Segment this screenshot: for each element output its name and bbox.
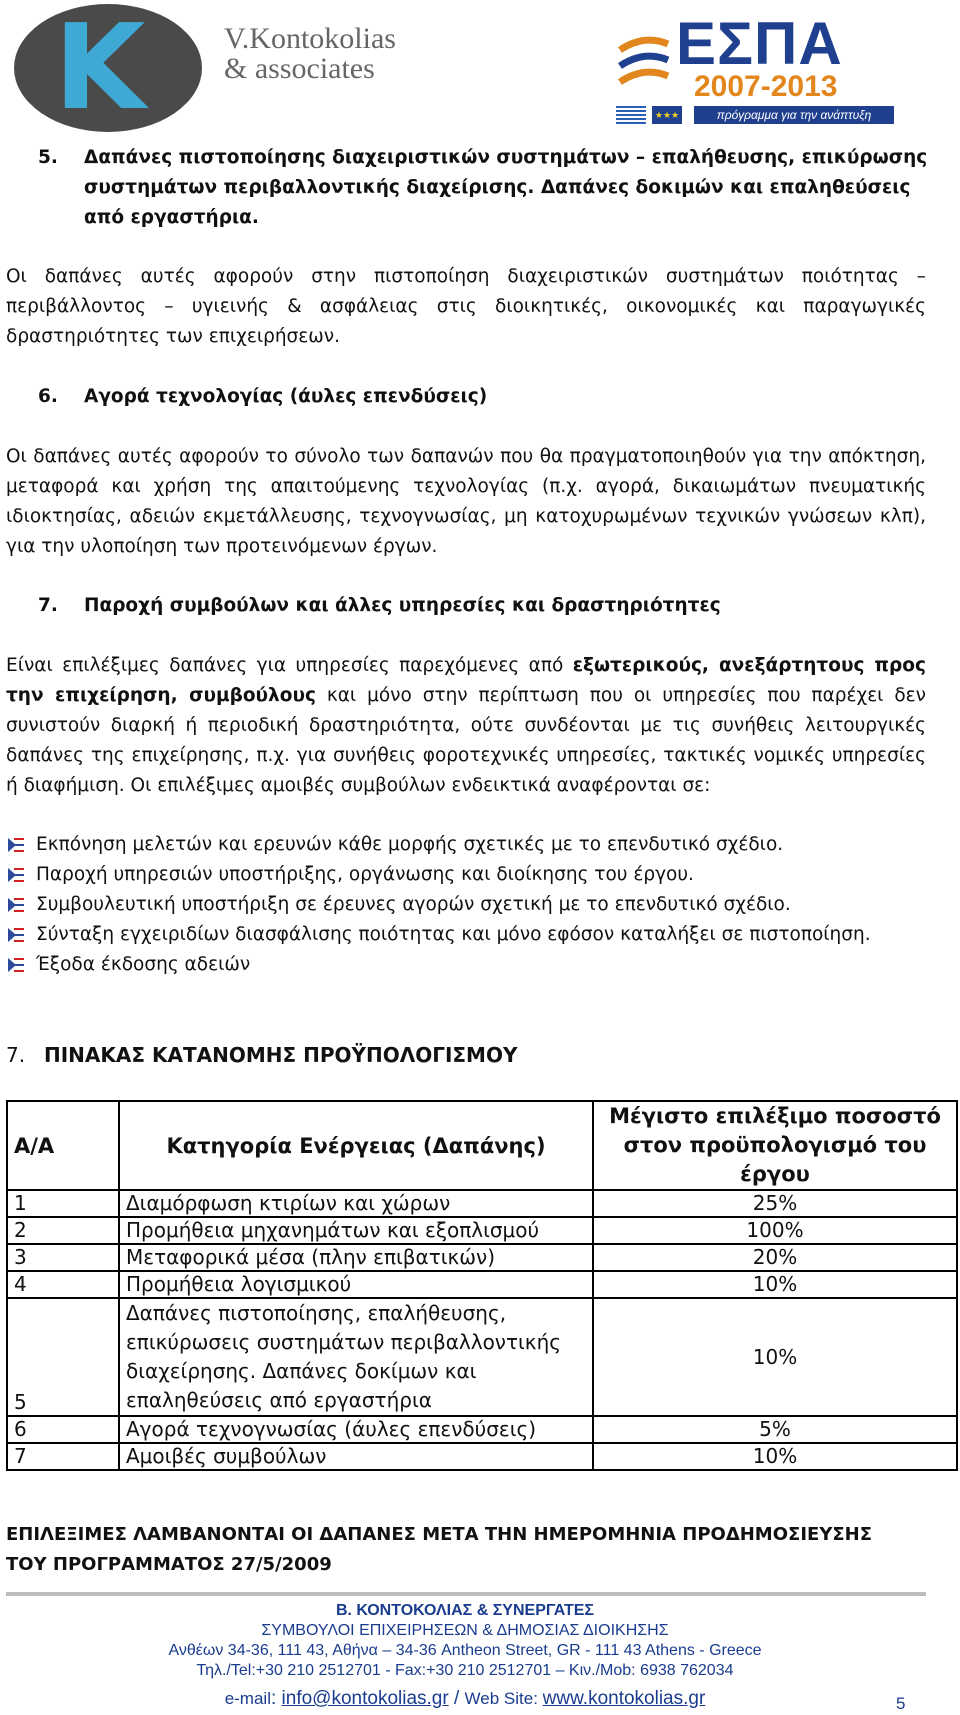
section7a-para-bold: εξωτερικούς, ανεξάρτητους προς την επιχείρηση, συμβούλους: [6, 655, 926, 706]
list-item: [6, 890, 926, 920]
footer: [100, 1601, 830, 1709]
greek-flag-icon: [616, 106, 646, 124]
list-item: [6, 920, 926, 950]
footer-divider: [6, 1592, 926, 1596]
bullet-icon: [6, 866, 26, 884]
section7b-heading: [6, 1040, 906, 1070]
row-aa: 6: [7, 1416, 119, 1443]
row-pct: 25%: [593, 1190, 957, 1217]
logo-company-name: [224, 24, 396, 84]
footer-web-label: Web Site:: [464, 1689, 543, 1708]
bullet-icon: [6, 896, 26, 914]
row-pct: 20%: [593, 1244, 957, 1271]
eligibility-note: [6, 1520, 936, 1580]
espa-slogan: πρόγραμμα για την ανάπτυξη: [694, 106, 894, 124]
row-category: Δαπάνες πιστοποίησης, επαλήθευσης, επικύρωσεις συστημάτων περιβαλλοντικής διαχείρησης. Δαπάνες δοκίμων και επαληθεύσεις από εργαστήρια: [119, 1298, 593, 1416]
page-number: 5: [896, 1694, 906, 1713]
row-aa: 7: [7, 1443, 119, 1470]
row-pct: 5%: [593, 1416, 957, 1443]
footer-company: Β. ΚΟΝΤΟΚΟΛΙΑΣ & ΣΥΝΕΡΓΑΤΕΣ: [335, 1602, 595, 1619]
eu-flag-icon: ★★★: [652, 106, 682, 124]
row-aa: 3: [7, 1244, 119, 1271]
list-item-text: Εκπόνηση μελετών και ερευνών κάθε μορφής σχετικές με το επενδυτικό σχέδιο.: [36, 834, 784, 855]
row-pct: 10%: [593, 1271, 957, 1298]
section6-heading-text: Αγορά τεχνολογίας (άυλες επενδύσεις): [84, 386, 488, 407]
section5-heading: [38, 143, 938, 233]
section7a-num: 7.: [38, 595, 58, 616]
row-category: Διαμόρφωση κτιρίων και χώρων: [119, 1190, 593, 1217]
section5-heading-line1: Δαπάνες πιστοποίησης διαχειριστικών συστημάτων – επαλήθευσης, επικύρωσης: [84, 147, 928, 168]
row-category: Προμήθεια λογισμικού: [119, 1271, 593, 1298]
espa-years: 2007-2013: [694, 70, 838, 103]
list-item: [6, 830, 926, 860]
note-line1: ΕΠΙΛΕΞΙΜΕΣ ΛΑΜΒΑΝΟΝΤΑΙ ΟΙ ΔΑΠΑΝΕΣ ΜΕΤΑ ΤΗΝ ΗΜΕΡΟΜΗΝΙΑ ΠΡΟΔΗΜΟΣΙΕΥΣΗΣ: [6, 1524, 873, 1545]
row-category: Προμήθεια μηχανημάτων και εξοπλισμού: [119, 1217, 593, 1244]
bullet-icon: [6, 926, 26, 944]
espa-title: ΕΣΠΑ: [676, 10, 843, 77]
row-category: Αμοιβές συμβούλων: [119, 1443, 593, 1470]
section6-heading: [38, 382, 918, 412]
list-item-text: Παροχή υπηρεσιών υποστήριξης, οργάνωσης και διοίκησης του έργου.: [36, 864, 694, 885]
bullet-icon: [6, 956, 26, 974]
section7a-para-part1: Είναι επιλέξιμες δαπάνες για υπηρεσίες παρεχόμενες από: [6, 655, 573, 676]
table-row: [7, 1443, 957, 1470]
note-line2: ΤΟΥ ΠΡΟΓΡΑΜΜΑΤΟΣ 27/5/2009: [6, 1554, 332, 1575]
section5-num: 5.: [38, 147, 58, 168]
list-item: [6, 860, 926, 890]
kontokolias-logo: [14, 0, 454, 136]
table-row: [7, 1190, 957, 1217]
footer-address: Ανθέων 34-36, 111 43, Αθήνα – 34-36 Antheon Street, GR - 111 43 Athens - Greece: [168, 1642, 762, 1659]
list-item-text: Σύνταξη εγχειριδίων διασφάλισης ποιότητας και μόνο εφόσον καταλήξει σε πιστοποίηση.: [36, 924, 871, 945]
footer-contact: [100, 1689, 830, 1709]
row-pct: 10%: [593, 1298, 957, 1416]
row-aa: 4: [7, 1271, 119, 1298]
espa-logo: [616, 10, 906, 124]
row-pct: 10%: [593, 1443, 957, 1470]
section5-paragraph: Οι δαπάνες αυτές αφορούν στην πιστοποίηση διαχειριστικών συστημάτων ποιότητας – περιβάλλοντος – υγιεινής & ασφάλειας στις διοικητικές, οικονομικές και παραγωγικές δραστηριότητες των επιχειρήσεων.: [6, 266, 926, 347]
section7b-heading-text: ΠΙΝΑΚΑΣ ΚΑΤΑΝΟΜΗΣ ΠΡΟΫΠΟΛΟΓΙΣΜΟΥ: [44, 1043, 518, 1067]
footer-phones: Τηλ./Tel:+30 210 2512701 - Fax:+30 210 2512701 – Κιν./Mob: 6938 762034: [196, 1662, 734, 1679]
table-row: [7, 1217, 957, 1244]
section6-num: 6.: [38, 386, 58, 407]
table-row: [7, 1271, 957, 1298]
section6-paragraph: Οι δαπάνες αυτές αφορούν το σύνολο των δαπανών που θα πραγματοποιηθούν για την απόκτηση, μεταφορά και χρήση της απαιτούμενης τεχνολογίας (π.χ. αγορά, δικαιωμάτων πνευματικής ιδιοκτησίας, αδειών εκμετάλλευσης, τεχνογνωσίας, μη κατοχυρωμένων τεχνικών γνώσεων κλπ), για την υλοποίηση των προτεινόμενων έργων.: [6, 446, 926, 557]
section5-heading-line3: από εργαστήρια.: [84, 207, 259, 228]
row-aa: 5: [7, 1298, 119, 1416]
section5-heading-line2: συστημάτων περιβαλλοντικής διαχείρισης. Δαπάνες δοκιμών και επαληθεύσεις: [84, 177, 911, 198]
section7a-para-part2: και μόνο στην περίπτωση που οι υπηρεσίες που παρέχει δεν συνιστούν διαρκή ή περιοδική δραστηριότητα, ούτε συνδέονται με τις συνήθεις λειτουργικές δαπάνες της επιχείρησης, π.χ. για συνήθεις φοροτεχνικές υπηρεσίες, τακτικές νομικές υπηρεσίες ή διαφήμιση. Οι επιλέξιμες αμοιβές συμβούλων ενδεικτικά αναφέρονται σε:: [6, 685, 926, 796]
header-category: Κατηγορία Ενέργειας (Δαπάνης): [119, 1101, 593, 1190]
logo-letter: K: [54, 0, 146, 136]
logo-text-line2: & associates: [224, 52, 375, 85]
list-item-text: Συμβουλευτική υποστήριξη σε έρευνες αγορών σχετική με το επενδυτικό σχέδιο.: [36, 894, 791, 915]
list-item-text: Έξοδα έκδοσης αδειών: [36, 954, 251, 975]
row-aa: 1: [7, 1190, 119, 1217]
logo-text-line1: V.Kontokolias: [224, 22, 396, 55]
footer-email-label: e-mail: [224, 1689, 271, 1708]
list-item: [6, 950, 926, 980]
header-aa: Α/Α: [7, 1101, 119, 1190]
header-max-percentage: Μέγιστο επιλέξιμο ποσοστό στον προϋπολογισμό του έργου: [593, 1101, 957, 1190]
services-list: [6, 830, 926, 980]
budget-table: [6, 1100, 958, 1471]
row-pct: 100%: [593, 1217, 957, 1244]
section7a-paragraph: [6, 651, 926, 801]
table-header-row: [7, 1101, 957, 1190]
section7a-heading: [38, 591, 918, 621]
row-category: Μεταφορικά μέσα (πλην επιβατικών): [119, 1244, 593, 1271]
bullet-icon: [6, 836, 26, 854]
section7b-num: 7.: [6, 1043, 26, 1067]
row-aa: 2: [7, 1217, 119, 1244]
section7a-heading-text: Παροχή συμβούλων και άλλες υπηρεσίες και δραστηριότητες: [84, 595, 721, 616]
footer-email-colon: :: [270, 1688, 282, 1709]
row-category: Αγορά τεχνογνωσίας (άυλες επενδύσεις): [119, 1416, 593, 1443]
footer-subtitle: ΣΥΜΒΟΥΛΟΙ ΕΠΙΧΕΙΡΗΣΕΩΝ & ΔΗΜΟΣΙΑΣ ΔΙΟΙΚΗΣΗΣ: [261, 1622, 669, 1639]
espa-swoosh-icon: [616, 30, 672, 96]
table-row: [7, 1244, 957, 1271]
table-row: [7, 1416, 957, 1443]
table-row: [7, 1298, 957, 1416]
website-link[interactable]: www.kontokolias.gr: [542, 1688, 706, 1709]
email-link[interactable]: info@kontokolias.gr: [281, 1688, 449, 1709]
footer-sep: /: [448, 1688, 465, 1709]
